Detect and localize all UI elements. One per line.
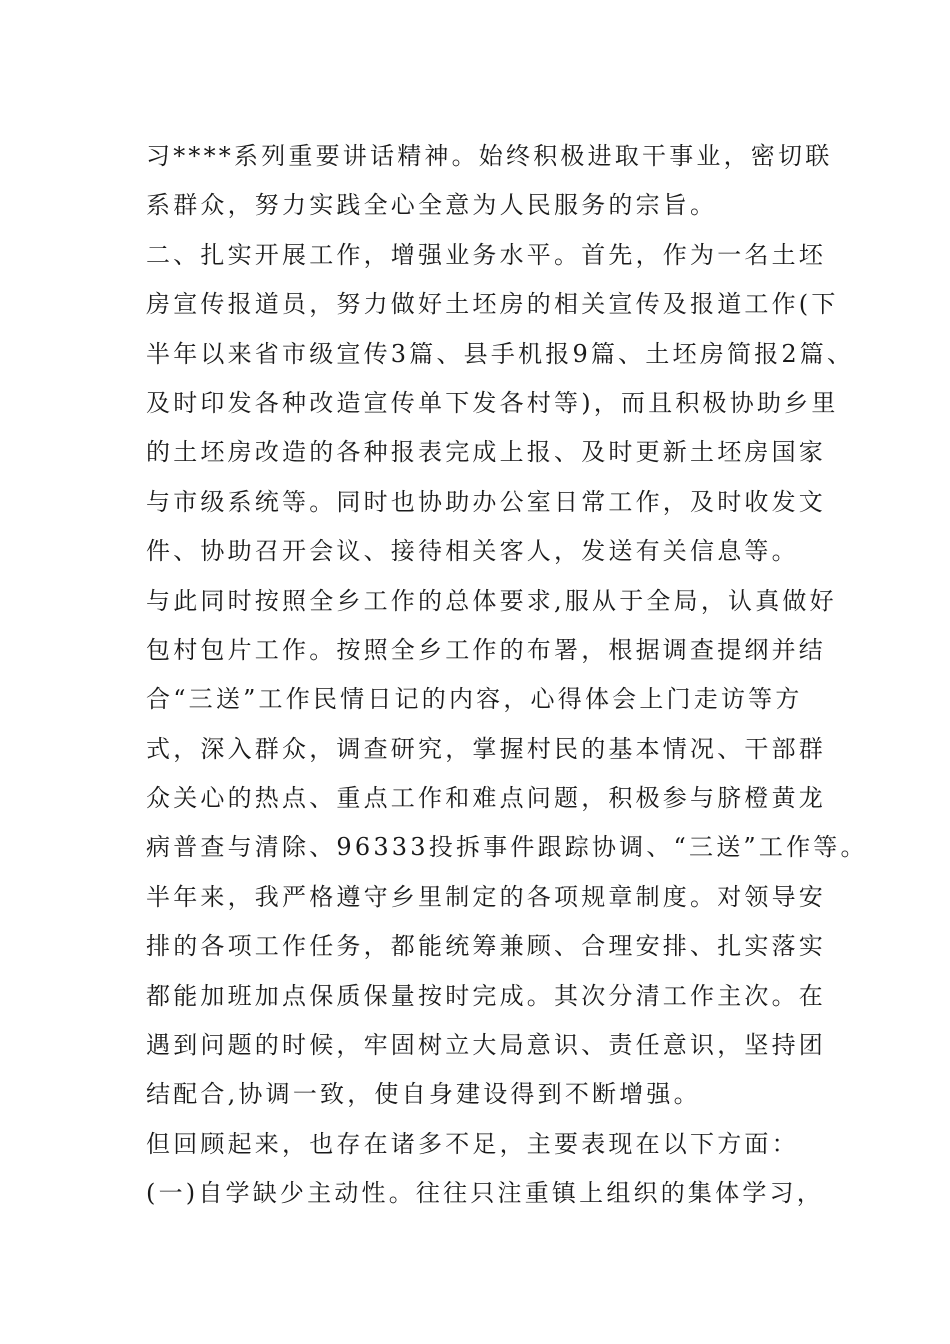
text-line: 的土坯房改造的各种报表完成上报、及时更新土坯房国家 — [146, 438, 826, 467]
text-line: 结配合,协调一致，使自身建设得到不断增强。 — [146, 1080, 701, 1109]
text-line: 二、扎实开展工作，增强业务水平。首先，作为一名土坯 — [146, 240, 826, 269]
text-line: 与此同时按照全乡工作的总体要求,服从于全局，认真做好 — [146, 586, 837, 615]
text-line: 众关心的热点、重点工作和难点问题，积极参与脐橙黄龙 — [146, 784, 826, 813]
text-line: (一)自学缺少主动性。往往只注重镇上组织的集体学习， — [146, 1179, 824, 1208]
text-line: 与市级系统等。同时也协助办公室日常工作，及时收发文 — [146, 487, 826, 516]
text-line: 式，深入群众，调查研究，掌握村民的基本情况、干部群 — [146, 734, 826, 763]
text-line: 半年来，我严格遵守乡里制定的各项规章制度。对领导安 — [146, 882, 826, 911]
text-line: 排的各项工作任务，都能统筹兼顾、合理安排、扎实落实 — [146, 932, 826, 961]
document-body — [146, 132, 868, 1219]
text-line: 系群众，努力实践全心全意为人民服务的宗旨。 — [146, 191, 718, 220]
text-line: 件、协助召开会议、接待相关客人，发送有关信息等。 — [146, 537, 799, 566]
text-line: 遇到问题的时候，牢固树立大局意识、责任意识，坚持团 — [146, 1031, 826, 1060]
text-line: 半年以来省市级宣传3篇、县手机报9篇、土坯房简报2篇、 — [146, 339, 855, 368]
text-line: 房宣传报道员，努力做好土坯房的相关宣传及报道工作(下 — [146, 290, 839, 319]
text-line: 习****系列重要讲话精神。始终积极进取干事业，密切联 — [146, 142, 833, 170]
text-line: 及时印发各种改造宣传单下发各村等)，而且积极协助乡里 — [146, 388, 839, 417]
text-line: 但回顾起来，也存在诸多不足，主要表现在以下方面： — [146, 1129, 799, 1158]
text-line: 病普查与清除、96333投拆事件跟踪协调、“三送”工作等。 — [146, 833, 868, 862]
text-line: 都能加班加点保质保量按时完成。其次分清工作主次。在 — [146, 981, 826, 1010]
text-line: 包村包片工作。按照全乡工作的布署，根据调查提纲并结 — [146, 635, 826, 664]
text-line: 合“三送”工作民情日记的内容，心得体会上门走访等方 — [146, 685, 803, 714]
